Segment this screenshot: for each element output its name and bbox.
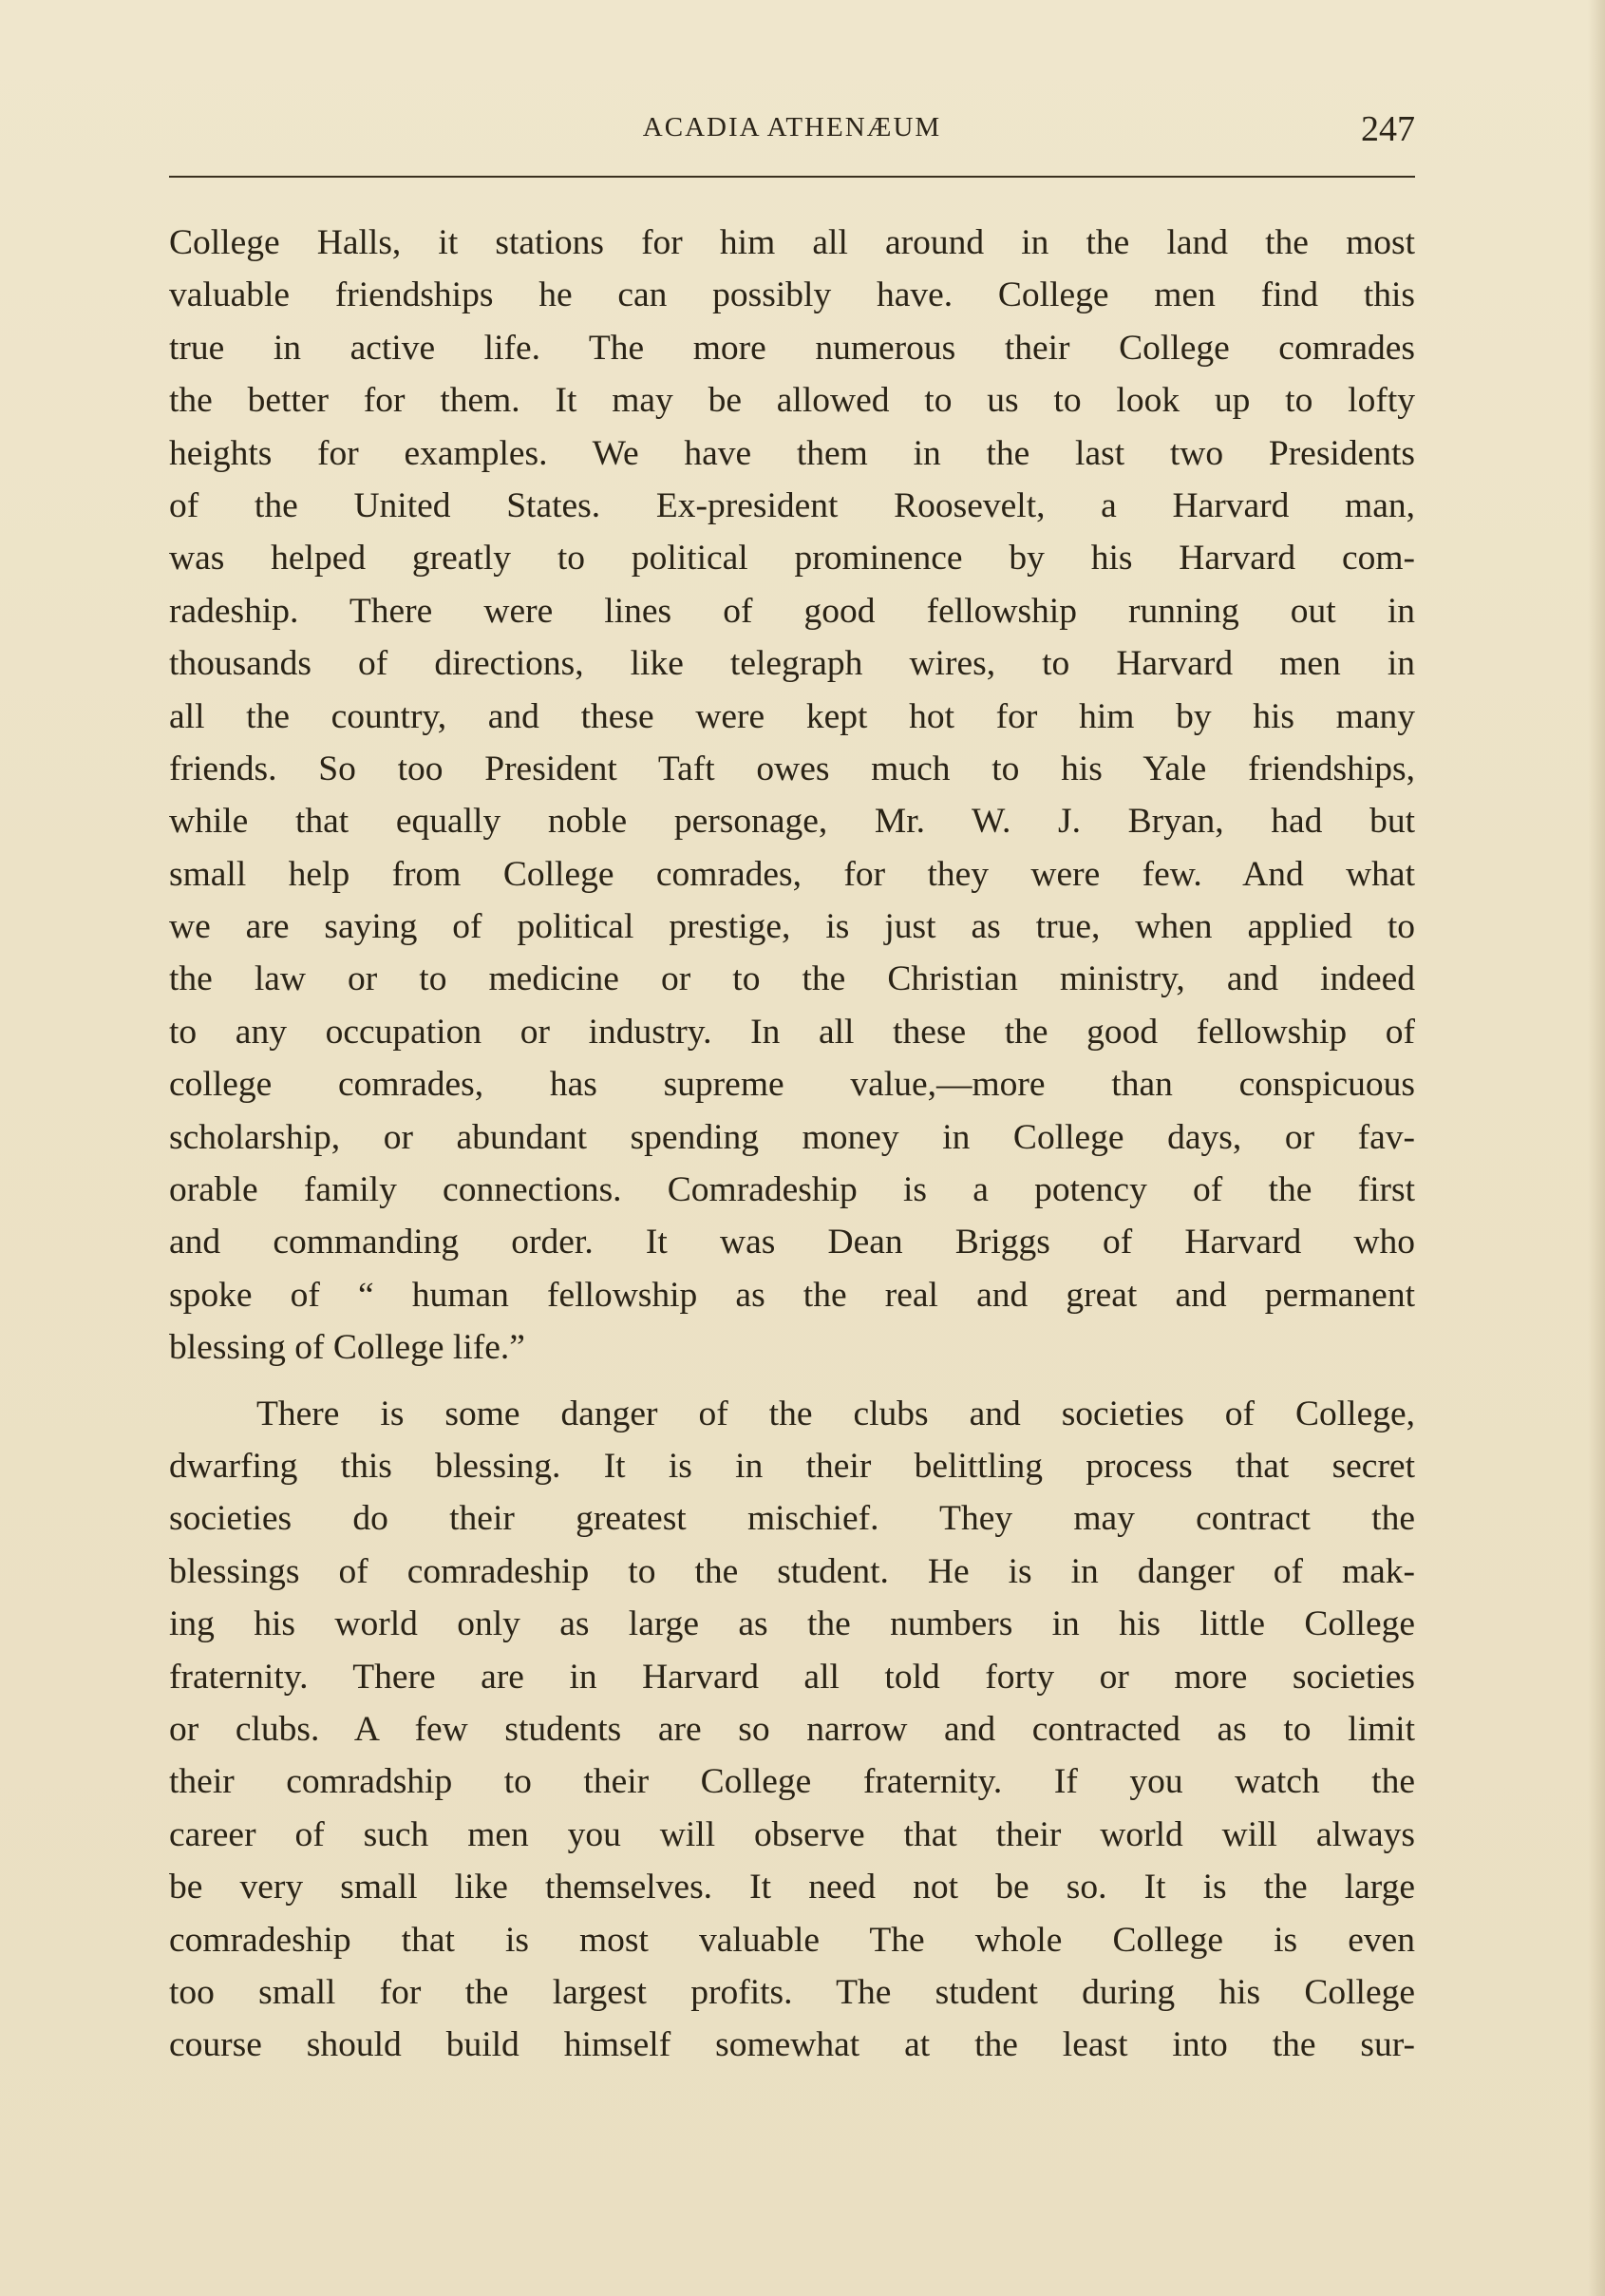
text-line: spoke of “ human fellowship as the real and great and permanent: [169, 1275, 1415, 1315]
paragraph-2: [169, 1388, 1415, 2072]
text-line: friends. So too President Taft owes much to his Yale friendships,: [169, 749, 1415, 788]
text-line: true in active life. The more numerous their College comrades: [169, 328, 1415, 368]
page-number: 247: [1361, 109, 1415, 149]
text-line: we are saying of political prestige, is just as true, when applied to: [169, 907, 1415, 947]
text-line: course should build himself somewhat at the least into the sur-: [169, 2025, 1415, 2065]
text-line: There is some danger of the clubs and societies of College,: [256, 1394, 1415, 1433]
text-line: to any occupation or industry. In all these the good fellowship of: [169, 1012, 1415, 1052]
text-line: thousands of directions, like telegraph wires, to Harvard men in: [169, 644, 1415, 684]
text-line: blessing of College life.”: [169, 1328, 525, 1368]
text-line: college comrades, has supreme value,—more than conspicuous: [169, 1065, 1415, 1105]
text-line: the law or to medicine or to the Christian ministry, and indeed: [169, 959, 1415, 999]
text-line: blessings of comradeship to the student. He is in danger of mak-: [169, 1551, 1415, 1591]
text-line: dwarfing this blessing. It is in their belittling process that secret: [169, 1446, 1415, 1486]
text-line: all the country, and these were kept hot for him by his many: [169, 696, 1415, 736]
text-line: comradeship that is most valuable The whole College is even: [169, 1920, 1415, 1960]
text-line: the better for them. It may be allowed to us to look up to lofty: [169, 381, 1415, 421]
text-line: valuable friendships he can possibly have. College men find this: [169, 275, 1415, 315]
text-line: or clubs. A few students are so narrow and contracted as to limit: [169, 1709, 1415, 1749]
text-line: be very small like themselves. It need not be so. It is the large: [169, 1868, 1415, 1907]
text-line: orable family connections. Comradeship is a potency of the first: [169, 1170, 1415, 1210]
text-line: radeship. There were lines of good fellowship running out in: [169, 591, 1415, 631]
text-line: too small for the largest profits. The student during his College: [169, 1972, 1415, 2012]
text-line: scholarship, or abundant spending money in College days, or fav-: [169, 1117, 1415, 1157]
text-line: was helped greatly to political prominence by his Harvard com-: [169, 539, 1415, 579]
text-line: societies do their greatest mischief. They may contract the: [169, 1499, 1415, 1539]
text-line: their comradship to their College fraternity. If you watch the: [169, 1762, 1415, 1802]
page-header: [169, 109, 1415, 169]
paragraph-gap: [169, 1375, 1415, 1388]
text-line: heights for examples. We have them in the last two Presidents: [169, 433, 1415, 473]
text-line: and commanding order. It was Dean Briggs of Harvard who: [169, 1223, 1415, 1262]
text-line: career of such men you will observe that their world will always: [169, 1814, 1415, 1854]
text-line: College Halls, it stations for him all around in the land the most: [169, 223, 1415, 262]
text-line: while that equally noble personage, Mr. W. J. Bryan, had but: [169, 802, 1415, 842]
header-rule: [169, 176, 1415, 178]
text-line: small help from College comrades, for they were few. And what: [169, 854, 1415, 894]
text-line: ing his world only as large as the numbers in his little College: [169, 1604, 1415, 1644]
paragraph-1: [169, 217, 1415, 1375]
body-text: [169, 217, 1415, 2072]
running-title: ACADIA ATHENÆUM: [642, 112, 942, 142]
text-line: fraternity. There are in Harvard all told forty or more societies: [169, 1657, 1415, 1697]
text-line: of the United States. Ex-president Roosevelt, a Harvard man,: [169, 485, 1415, 525]
